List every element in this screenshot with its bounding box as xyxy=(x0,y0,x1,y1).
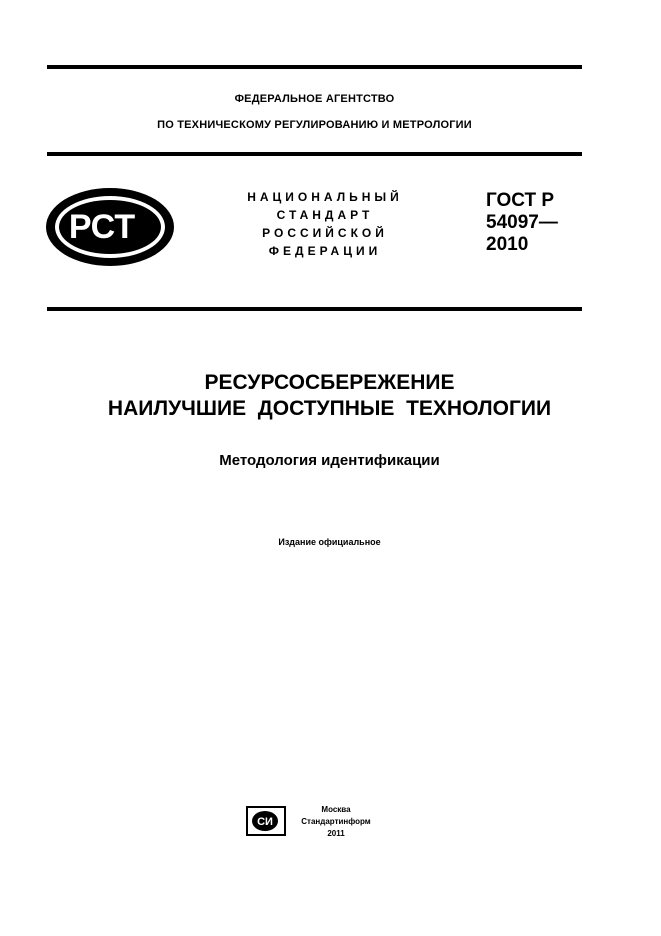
national-line-1: НАЦИОНАЛЬНЫЙ xyxy=(247,190,403,204)
publisher-block xyxy=(300,804,372,840)
national-standard-block xyxy=(236,188,414,260)
header-rule xyxy=(47,152,582,156)
logo-letters: РСТ xyxy=(68,208,136,246)
agency-line-1: ФЕДЕРАЛЬНОЕ АГЕНТСТВО xyxy=(234,93,395,105)
gost-r-logo xyxy=(44,186,176,268)
top-rule xyxy=(47,65,582,69)
publisher-city: Москва xyxy=(321,805,351,814)
national-line-2: СТАНДАРТ xyxy=(276,208,374,222)
publisher-name: Стандартинформ xyxy=(301,817,371,826)
title-line-1: РЕСУРСОСБЕРЕЖЕНИЕ xyxy=(204,371,455,394)
publisher-logo-letters: СИ xyxy=(257,816,273,828)
designation-line-1: ГОСТ Р xyxy=(486,190,555,211)
document-title xyxy=(47,370,612,422)
designation-line-2: 54097— xyxy=(486,212,558,233)
title-line-2: НАИЛУЧШИЕ ДОСТУПНЫЕ ТЕХНОЛОГИИ xyxy=(107,397,552,420)
designation-line-3: 2010 xyxy=(486,234,529,255)
publisher-year: 2011 xyxy=(327,829,345,838)
edition-note: Издание официальное xyxy=(278,537,381,547)
agency-line-2: ПО ТЕХНИЧЕСКОМУ РЕГУЛИРОВАНИЮ И МЕТРОЛОГИИ xyxy=(157,119,472,131)
national-line-4: ФЕДЕРАЦИИ xyxy=(268,244,382,258)
standartinform-logo xyxy=(246,806,286,836)
national-line-3: РОССИЙСКОЙ xyxy=(262,226,388,240)
bottom-header-rule xyxy=(47,307,582,311)
document-subtitle: Методология идентификации xyxy=(219,452,440,469)
standard-designation xyxy=(486,190,558,256)
